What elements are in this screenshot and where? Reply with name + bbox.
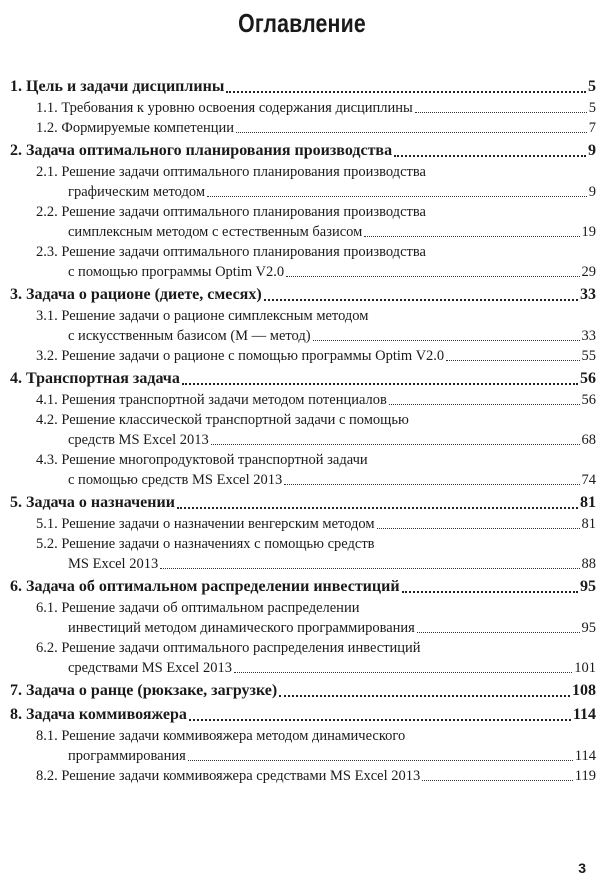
chapter-title: 8. Задача коммивояжера <box>10 706 187 723</box>
toc-section[interactable] <box>10 306 596 346</box>
dot-leader <box>313 340 580 341</box>
section-line <box>36 162 596 182</box>
section-title: средствами MS Excel 2013 <box>68 660 232 676</box>
toc-chapter[interactable] <box>10 284 596 366</box>
section-title: 1.1. Требования к уровню освоения содержания дисциплины <box>36 100 413 116</box>
chapter-row <box>10 284 596 306</box>
section-title: 6.2. Решение задачи оптимального распределения инвестиций <box>36 640 421 656</box>
section-line <box>36 554 596 574</box>
dot-leader <box>417 632 580 633</box>
section-title: инвестиций методом динамического программирования <box>68 620 415 636</box>
dot-leader <box>389 404 580 405</box>
chapter-page-number: 33 <box>580 286 596 303</box>
chapter-page-number: 114 <box>572 706 596 723</box>
section-page-number: 7 <box>588 120 596 136</box>
toc-chapter[interactable] <box>10 76 596 138</box>
chapter-line <box>10 680 596 702</box>
section-title: 6.1. Решение задачи об оптимальном распределении <box>36 600 360 616</box>
chapter-row <box>10 492 596 514</box>
dot-leader <box>226 91 586 93</box>
section-line <box>36 262 596 282</box>
section-title: MS Excel 2013 <box>68 556 159 572</box>
section-page-number: 74 <box>581 472 596 488</box>
section-page-number: 68 <box>581 432 596 448</box>
chapter-title: 7. Задача о ранце (рюкзаке, загрузке) <box>10 682 278 699</box>
section-line <box>36 726 596 746</box>
section-line <box>36 638 596 658</box>
section-title: 4.1. Решения транспортной задачи методом потенциалов <box>36 392 387 408</box>
toc-section[interactable] <box>10 202 596 242</box>
table-of-contents <box>10 74 596 786</box>
section-page-number: 95 <box>581 620 596 636</box>
chapter-title: 2. Задача оптимального планирования производства <box>10 142 393 159</box>
section-line <box>36 346 596 366</box>
toc-section[interactable] <box>10 346 596 366</box>
chapter-row <box>10 76 596 98</box>
section-line <box>36 306 596 326</box>
section-line <box>36 598 596 618</box>
toc-section[interactable] <box>10 514 596 534</box>
page-title: Оглавление <box>238 8 366 38</box>
chapter-page-number: 81 <box>580 494 596 511</box>
chapter-title: 4. Транспортная задача <box>10 370 180 387</box>
dot-leader <box>236 132 587 133</box>
section-title: 8.1. Решение задачи коммивояжера методом динамического <box>36 728 406 744</box>
chapter-line <box>10 76 596 98</box>
chapter-title: 1. Цель и задачи дисциплины <box>10 78 225 95</box>
dot-leader <box>377 528 580 529</box>
section-line <box>36 182 596 202</box>
section-page-number: 119 <box>574 768 596 784</box>
section-page-number: 81 <box>581 516 596 532</box>
dot-leader <box>207 196 587 197</box>
chapter-row <box>10 680 596 702</box>
section-line <box>36 98 596 118</box>
section-row <box>36 346 596 366</box>
section-page-number: 5 <box>588 100 596 116</box>
section-line <box>36 618 596 638</box>
section-title: с искусственным базисом (М — метод) <box>68 328 311 344</box>
section-title: 3.1. Решение задачи о рационе симплексным методом <box>36 308 369 324</box>
dot-leader <box>415 112 587 113</box>
section-row <box>36 118 596 138</box>
dot-leader <box>160 568 579 569</box>
toc-chapter[interactable] <box>10 140 596 282</box>
section-title: 2.2. Решение задачи оптимального планирования производства <box>36 204 426 220</box>
toc-section[interactable] <box>10 242 596 282</box>
chapter-page-number: 5 <box>588 78 596 95</box>
section-line <box>36 534 596 554</box>
chapter-row <box>10 704 596 726</box>
section-line <box>36 326 596 346</box>
section-line <box>36 430 596 450</box>
section-title: с помощью программы Optim V2.0 <box>68 264 285 280</box>
dot-leader <box>188 760 573 761</box>
chapter-line <box>10 576 596 598</box>
dot-leader <box>279 695 570 697</box>
dot-leader <box>177 507 578 509</box>
section-line <box>36 410 596 430</box>
toc-section[interactable] <box>10 638 596 678</box>
section-row <box>36 638 596 678</box>
dot-leader <box>394 155 586 157</box>
toc-section[interactable] <box>10 98 596 118</box>
section-title: средств MS Excel 2013 <box>68 432 209 448</box>
section-title: 4.3. Решение многопродуктовой транспортной задачи <box>36 452 368 468</box>
toc-section[interactable] <box>10 726 596 766</box>
chapter-page-number: 95 <box>580 578 596 595</box>
section-line <box>36 514 596 534</box>
chapter-title: 6. Задача об оптимальном распределении инвестиций <box>10 578 400 595</box>
toc-section[interactable] <box>10 410 596 450</box>
dot-leader <box>446 360 579 361</box>
toc-section[interactable] <box>10 766 596 786</box>
section-line <box>36 242 596 262</box>
section-line <box>36 450 596 470</box>
chapter-title: 5. Задача о назначении <box>10 494 175 511</box>
section-title: симплексным методом с естественным базисом <box>68 224 363 240</box>
section-row <box>36 390 596 410</box>
chapter-line <box>10 492 596 514</box>
section-page-number: 88 <box>581 556 596 572</box>
section-row <box>36 726 596 766</box>
chapter-line <box>10 140 596 162</box>
section-row <box>36 450 596 490</box>
dot-leader <box>364 236 579 237</box>
toc-section[interactable] <box>10 118 596 138</box>
chapter-line <box>10 284 596 306</box>
section-page-number: 114 <box>574 748 596 764</box>
section-line <box>36 470 596 490</box>
dot-leader <box>402 591 578 593</box>
section-page-number: 19 <box>581 224 596 240</box>
toc-section[interactable] <box>10 390 596 410</box>
chapter-row <box>10 576 596 598</box>
section-line <box>36 202 596 222</box>
dot-leader <box>211 444 580 445</box>
section-line <box>36 390 596 410</box>
section-page-number: 33 <box>581 328 596 344</box>
dot-leader <box>264 299 578 301</box>
toc-section[interactable] <box>10 598 596 638</box>
section-row <box>36 410 596 450</box>
section-line <box>36 222 596 242</box>
section-row <box>36 202 596 242</box>
section-row <box>36 534 596 574</box>
section-line <box>36 746 596 766</box>
chapter-page-number: 9 <box>588 142 596 159</box>
section-title: 2.1. Решение задачи оптимального планирования производства <box>36 164 426 180</box>
dot-leader <box>422 780 573 781</box>
page-number: 3 <box>578 860 586 876</box>
section-title: 4.2. Решение классической транспортной задачи с помощью <box>36 412 409 428</box>
section-row <box>36 242 596 282</box>
section-line <box>36 658 596 678</box>
toc-chapter[interactable] <box>10 704 596 786</box>
dot-leader <box>286 276 579 277</box>
section-row <box>36 162 596 202</box>
dot-leader <box>284 484 579 485</box>
section-title: 2.3. Решение задачи оптимального планирования производства <box>36 244 426 260</box>
section-page-number: 9 <box>588 184 596 200</box>
section-page-number: 56 <box>581 392 596 408</box>
section-page-number: 55 <box>581 348 596 364</box>
chapter-line <box>10 368 596 390</box>
section-title: 8.2. Решение задачи коммивояжера средствами MS Excel 2013 <box>36 768 421 784</box>
section-title: с помощью средств MS Excel 2013 <box>68 472 283 488</box>
toc-section[interactable] <box>10 534 596 574</box>
section-title: 5.2. Решение задачи о назначениях с помощью средств <box>36 536 375 552</box>
chapter-title: 3. Задача о рационе (диете, смесях) <box>10 286 262 303</box>
dot-leader <box>234 672 572 673</box>
toc-chapter[interactable] <box>10 576 596 678</box>
section-title: программирования <box>68 748 186 764</box>
section-row <box>36 306 596 346</box>
chapter-line <box>10 704 596 726</box>
section-page-number: 101 <box>574 660 596 676</box>
section-title: 5.1. Решение задачи о назначении венгерским методом <box>36 516 375 532</box>
chapter-page-number: 108 <box>572 682 596 699</box>
chapter-page-number: 56 <box>580 370 596 387</box>
section-row <box>36 98 596 118</box>
section-line <box>36 766 596 786</box>
toc-section[interactable] <box>10 450 596 490</box>
toc-section[interactable] <box>10 162 596 202</box>
toc-chapter[interactable] <box>10 492 596 574</box>
section-row <box>36 598 596 638</box>
toc-chapter[interactable] <box>10 680 596 702</box>
dot-leader <box>189 719 571 721</box>
toc-chapter[interactable] <box>10 368 596 490</box>
section-title: 1.2. Формируемые компетенции <box>36 120 235 136</box>
chapter-row <box>10 140 596 162</box>
section-title: 3.2. Решение задачи о рационе с помощью программы Optim V2.0 <box>36 348 445 364</box>
section-title: графическим методом <box>68 184 206 200</box>
section-line <box>36 118 596 138</box>
dot-leader <box>182 383 578 385</box>
chapter-row <box>10 368 596 390</box>
section-page-number: 29 <box>581 264 596 280</box>
section-row <box>36 514 596 534</box>
section-row <box>36 766 596 786</box>
